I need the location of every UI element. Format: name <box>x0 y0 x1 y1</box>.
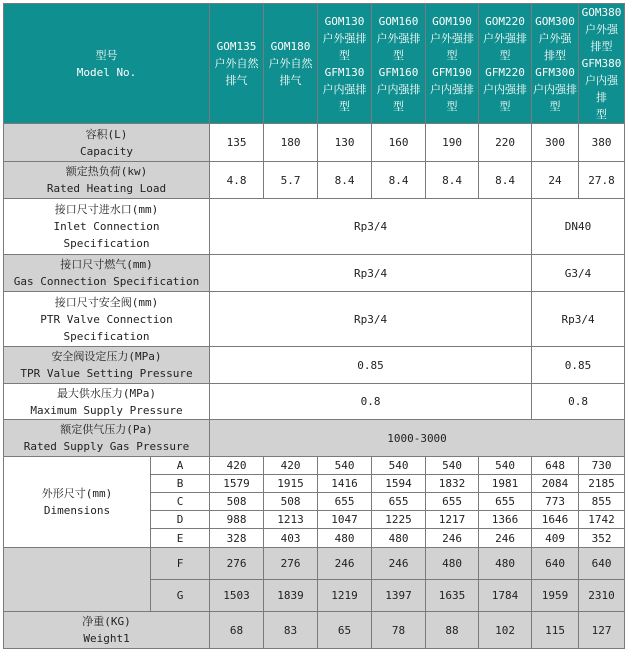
model-line: GFM160 <box>378 65 419 79</box>
heating-row <box>4 162 625 199</box>
model-line: GFM380 <box>581 57 622 70</box>
dimension-value: 1047 <box>318 511 372 529</box>
dimension-value: 1213 <box>264 511 318 529</box>
model-cell <box>479 4 532 124</box>
capacity-label <box>4 124 210 162</box>
model-line: GFM220 <box>485 65 525 79</box>
label-en: PTR Valve Connection <box>40 312 173 326</box>
ptr-value-2: Rp3/4 <box>532 292 625 347</box>
dimension-key: G <box>151 580 210 612</box>
model-line: 户外强排 <box>322 31 367 45</box>
dimension-value: 420 <box>264 457 318 475</box>
dimension-value: 540 <box>479 457 532 475</box>
label-cn: 接口尺寸燃气(mm) <box>60 258 153 271</box>
spec-table <box>3 3 625 649</box>
model-line: GOM190 <box>432 14 472 28</box>
model-line: GOM130 <box>324 14 365 28</box>
weight-value: 102 <box>479 612 532 649</box>
model-line: 户外自然 <box>268 57 313 70</box>
heating-value: 8.4 <box>479 162 532 199</box>
capacity-value: 380 <box>579 124 625 162</box>
gas-value-2: G3/4 <box>532 255 625 292</box>
model-line: 排型 <box>544 48 567 62</box>
dimension-value: 1397 <box>372 580 426 612</box>
dimension-value: 1219 <box>318 580 372 612</box>
dimension-value: 1416 <box>318 475 372 493</box>
supply-value-1: 0.8 <box>210 384 532 420</box>
model-line: 型 <box>446 48 458 62</box>
dimension-value: 2084 <box>532 475 579 493</box>
model-line: 户内强排 <box>533 82 578 96</box>
supply-value-2: 0.8 <box>532 384 625 420</box>
model-line: 型 <box>549 99 561 113</box>
gas-label <box>4 255 210 292</box>
label-cn: 额定热负荷(kw) <box>65 165 148 178</box>
capacity-row <box>4 124 625 162</box>
model-cell <box>372 4 426 124</box>
model-line: GOM380 <box>581 6 622 19</box>
gas-pressure-value: 1000-3000 <box>210 420 625 457</box>
dimension-value: 1366 <box>479 511 532 529</box>
weight-value: 127 <box>579 612 625 649</box>
dimension-key: C <box>151 493 210 511</box>
inlet-label <box>4 199 210 255</box>
dimension-key: F <box>151 548 210 580</box>
dimension-value: 1594 <box>372 475 426 493</box>
label-cn: 接口尺寸进水口(mm) <box>54 203 159 216</box>
model-line: 型 <box>446 99 458 113</box>
label-cn: 容积(L) <box>85 127 128 141</box>
label-en: Specification <box>63 237 150 250</box>
model-line: 户外强排 <box>376 31 421 45</box>
heating-value: 27.8 <box>579 162 625 199</box>
capacity-value: 160 <box>372 124 426 162</box>
ptr-row <box>4 292 625 347</box>
tpr-label <box>4 347 210 384</box>
header-row <box>4 4 625 124</box>
gas-value-1: Rp3/4 <box>210 255 532 292</box>
model-line: GFM300 <box>535 65 575 79</box>
dimension-value: 480 <box>372 529 426 548</box>
label-en: Weight1 <box>83 632 130 645</box>
ptr-label <box>4 292 210 347</box>
model-line: 户外自然 <box>214 57 259 70</box>
dimension-value: 409 <box>532 529 579 548</box>
dimension-value: 352 <box>579 529 625 548</box>
dimension-value: 655 <box>479 493 532 511</box>
dimension-value: 640 <box>532 548 579 580</box>
tpr-row <box>4 347 625 384</box>
weight-value: 65 <box>318 612 372 649</box>
dimension-value: 480 <box>426 548 479 580</box>
model-line: 户内强排 <box>430 82 475 96</box>
model-line: 排气 <box>279 74 302 87</box>
dimensions-label <box>4 457 151 548</box>
model-cell <box>264 4 318 124</box>
dimension-value: 1217 <box>426 511 479 529</box>
heating-value: 5.7 <box>264 162 318 199</box>
heating-label <box>4 162 210 199</box>
weight-value: 88 <box>426 612 479 649</box>
model-line: 型 <box>596 108 608 121</box>
label-cn: 净重(KG) <box>82 615 131 628</box>
model-line: 户内强排 <box>376 82 421 96</box>
inlet-row <box>4 199 625 255</box>
label-en: TPR Value Setting Pressure <box>20 367 193 380</box>
model-line: GOM220 <box>485 14 525 28</box>
supply-label <box>4 384 210 420</box>
label-cn: 接口尺寸安全阀(mm) <box>54 295 159 309</box>
dimension-value: 1579 <box>210 475 264 493</box>
model-line: 型 <box>339 99 351 113</box>
model-title-en: Model No. <box>76 65 137 79</box>
label-en: Gas Connection Specification <box>13 275 200 288</box>
dimension-value: 1784 <box>479 580 532 612</box>
model-title-cn: 型号 <box>95 48 118 62</box>
dimension-value: 655 <box>426 493 479 511</box>
label-cn: 额定供气压力(Pa) <box>60 423 153 436</box>
model-line: GOM160 <box>378 14 419 28</box>
capacity-value: 300 <box>532 124 579 162</box>
weight-value: 68 <box>210 612 264 649</box>
heating-value: 8.4 <box>372 162 426 199</box>
model-line: 户外强排 <box>430 31 475 45</box>
dimension-row <box>4 548 625 580</box>
dimension-value: 480 <box>479 548 532 580</box>
dimension-value: 988 <box>210 511 264 529</box>
dimensions-extra-label <box>4 548 151 612</box>
dimension-value: 1225 <box>372 511 426 529</box>
dimension-value: 1635 <box>426 580 479 612</box>
dimension-value: 1981 <box>479 475 532 493</box>
dimension-value: 1839 <box>264 580 318 612</box>
model-line: GOM180 <box>270 40 311 53</box>
dimension-value: 508 <box>264 493 318 511</box>
dimension-value: 640 <box>579 548 625 580</box>
capacity-value: 135 <box>210 124 264 162</box>
model-line: 排型 <box>590 40 613 53</box>
dimension-value: 1503 <box>210 580 264 612</box>
dimension-value: 540 <box>318 457 372 475</box>
capacity-value: 130 <box>318 124 372 162</box>
dimension-value: 276 <box>210 548 264 580</box>
dimension-value: 246 <box>318 548 372 580</box>
gas-pressure-label <box>4 420 210 457</box>
model-line: 户内强排 <box>483 82 528 96</box>
dimension-value: 276 <box>264 548 318 580</box>
dimension-key: D <box>151 511 210 529</box>
dimension-value: 403 <box>264 529 318 548</box>
heating-value: 4.8 <box>210 162 264 199</box>
gas-row <box>4 255 625 292</box>
model-cell <box>579 4 625 124</box>
capacity-value: 190 <box>426 124 479 162</box>
dimension-value: 246 <box>479 529 532 548</box>
dimension-value: 246 <box>372 548 426 580</box>
model-line: 排气 <box>225 74 248 87</box>
dimension-value: 1646 <box>532 511 579 529</box>
dimension-value: 1959 <box>532 580 579 612</box>
model-line: GOM300 <box>535 14 575 28</box>
label-en: Inlet Connection <box>53 220 160 233</box>
label-cn: 最大供水压力(MPa) <box>56 386 157 400</box>
dimension-key: A <box>151 457 210 475</box>
model-line: 户内强排 <box>585 74 619 104</box>
model-line: 户外强 <box>538 31 572 45</box>
label-cn: 安全阀设定压力(MPa) <box>51 350 162 363</box>
label-en: Maximum Supply Pressure <box>30 403 183 417</box>
heating-value: 8.4 <box>318 162 372 199</box>
dimension-value: 1832 <box>426 475 479 493</box>
model-line: GFM130 <box>324 65 365 79</box>
tpr-value-2: 0.85 <box>532 347 625 384</box>
supply-row <box>4 384 625 420</box>
label-en: Dimensions <box>43 504 111 517</box>
model-line: 户内强排 <box>322 82 367 96</box>
dimension-value: 540 <box>372 457 426 475</box>
model-cell <box>532 4 579 124</box>
dimension-value: 246 <box>426 529 479 548</box>
model-line: 型 <box>499 99 511 113</box>
weight-value: 83 <box>264 612 318 649</box>
model-cell <box>426 4 479 124</box>
heating-value: 24 <box>532 162 579 199</box>
dimension-value: 2310 <box>579 580 625 612</box>
model-line: GFM190 <box>432 65 472 79</box>
dimension-value: 540 <box>426 457 479 475</box>
model-cell <box>210 4 264 124</box>
label-en: Rated Heating Load <box>46 182 167 195</box>
label-en: Rated Supply Gas Pressure <box>23 440 190 453</box>
ptr-value-1: Rp3/4 <box>210 292 532 347</box>
dimension-value: 655 <box>318 493 372 511</box>
dimension-key: E <box>151 529 210 548</box>
capacity-value: 180 <box>264 124 318 162</box>
model-line: 型 <box>393 48 405 62</box>
dimension-key: B <box>151 475 210 493</box>
heating-value: 8.4 <box>426 162 479 199</box>
label-cn: 外形尺寸(mm) <box>41 487 113 500</box>
dimension-value: 420 <box>210 457 264 475</box>
weight-value: 78 <box>372 612 426 649</box>
model-line: 户外强 <box>585 23 619 36</box>
dimension-value: 328 <box>210 529 264 548</box>
capacity-value: 220 <box>479 124 532 162</box>
dimension-value: 1742 <box>579 511 625 529</box>
dimension-value: 855 <box>579 493 625 511</box>
label-en: Capacity <box>80 144 133 158</box>
model-header-cell <box>4 4 210 124</box>
weight-value: 115 <box>532 612 579 649</box>
inlet-value-1: Rp3/4 <box>210 199 532 255</box>
model-cell <box>318 4 372 124</box>
dimension-value: 480 <box>318 529 372 548</box>
dimension-value: 773 <box>532 493 579 511</box>
tpr-value-1: 0.85 <box>210 347 532 384</box>
dimension-value: 655 <box>372 493 426 511</box>
model-line: GOM135 <box>216 40 257 53</box>
dimension-value: 730 <box>579 457 625 475</box>
dimension-value: 1915 <box>264 475 318 493</box>
inlet-value-2: DN40 <box>532 199 625 255</box>
label-en: Specification <box>63 329 150 343</box>
model-line: 型 <box>393 99 405 113</box>
model-line: 户外强排 <box>483 31 528 45</box>
model-line: 型 <box>499 48 511 62</box>
dimension-value: 508 <box>210 493 264 511</box>
gas-pressure-row <box>4 420 625 457</box>
dimension-value: 648 <box>532 457 579 475</box>
dimension-value: 2185 <box>579 475 625 493</box>
model-line: 型 <box>339 48 351 62</box>
dimension-row <box>4 457 625 475</box>
